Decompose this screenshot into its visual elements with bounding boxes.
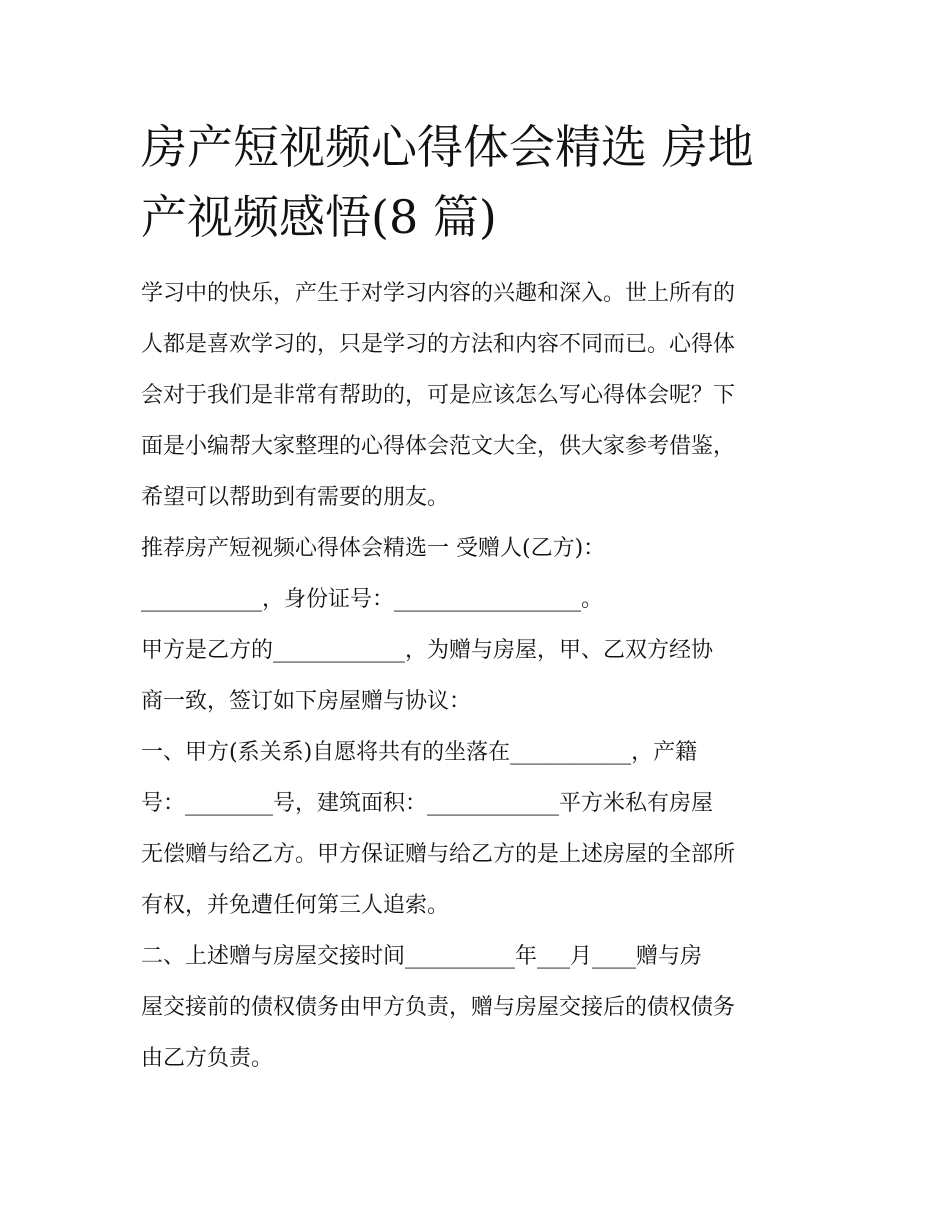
body-line: 二、上述赠与房屋交接时间__________年___月____赠与房	[141, 944, 703, 969]
body-line: 商一致，签订如下房屋赠与协议：	[141, 689, 472, 714]
body-line: 会对于我们是非常有帮助的，可是应该怎么写心得体会呢？下	[141, 383, 736, 408]
body-line: 屋交接前的债权债务由甲方负责，赠与房屋交接后的债权债务	[141, 995, 736, 1020]
body-line: 面是小编帮大家整理的心得体会范文大全，供大家参考借鉴，	[141, 434, 736, 459]
body-line: 学习中的快乐，产生于对学习内容的兴趣和深入。世上所有的	[141, 281, 736, 306]
document-body	[141, 268, 821, 1084]
body-line: 号：________号，建筑面积：____________平方米私有房屋	[141, 791, 714, 816]
document-title	[141, 112, 821, 252]
body-line: 人都是喜欢学习的，只是学习的方法和内容不同而已。心得体	[141, 332, 736, 357]
body-line: 有权，并免遭任何第三人追索。	[141, 893, 450, 918]
body-line: 一、甲方(系关系)自愿将共有的坐落在___________，产籍	[141, 740, 698, 765]
title-line: 产视频感悟(8 篇)	[141, 190, 497, 244]
document-page	[141, 112, 821, 1084]
body-line: ___________，身份证号：_________________。	[141, 587, 604, 612]
body-line: 由乙方负责。	[141, 1046, 274, 1071]
title-line: 房产短视频心得体会精选 房地	[141, 120, 754, 174]
body-line: 无偿赠与给乙方。甲方保证赠与给乙方的是上述房屋的全部所	[141, 842, 736, 867]
body-line: 希望可以帮助到有需要的朋友。	[141, 485, 450, 510]
body-line: 推荐房产短视频心得体会精选一 受赠人(乙方)：	[141, 536, 606, 561]
body-line: 甲方是乙方的____________，为赠与房屋，甲、乙双方经协	[141, 638, 714, 663]
